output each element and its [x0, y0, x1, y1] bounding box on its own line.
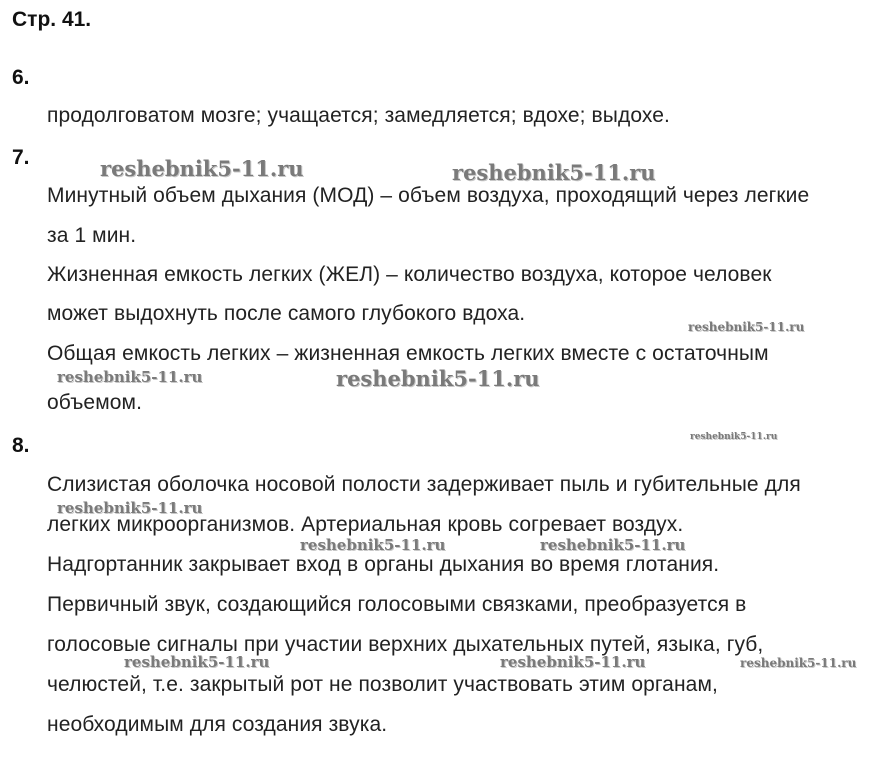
watermark: reshebnik5-11.ru [124, 653, 270, 671]
watermark: reshebnik5-11.ru [57, 368, 203, 386]
watermark: reshebnik5-11.ru [100, 156, 304, 181]
answer-line: Общая емкость легких – жизненная емкость легких вместе с остаточным [47, 342, 769, 365]
answer-line: необходимым для создания звука. [47, 713, 388, 736]
answer-line: продолговатом мозге; учащается; замедляется; вдохе; выдохе. [47, 104, 670, 127]
watermark: reshebnik5-11.ru [688, 320, 805, 334]
watermark: reshebnik5-11.ru [690, 432, 778, 442]
answer-line: объемом. [47, 391, 143, 414]
question-number-6: 6. [12, 66, 30, 89]
answer-line: за 1 мин. [47, 224, 137, 247]
answer-line: может выдохнуть после самого глубокого вдоха. [47, 302, 526, 325]
watermark: reshebnik5-11.ru [452, 160, 656, 185]
watermark: reshebnik5-11.ru [740, 656, 857, 670]
answer-line: Надгортанник закрывает вход в органы дыхания во время глотания. [47, 553, 720, 576]
answer-line: Минутный объем дыхания (МОД) – объем воздуха, проходящий через легкие [47, 184, 810, 207]
question-number-7: 7. [12, 146, 30, 169]
watermark: reshebnik5-11.ru [500, 653, 646, 671]
question-number-8: 8. [12, 434, 30, 457]
answer-line: Жизненная емкость легких (ЖЕЛ) – количество воздуха, которое человек [47, 263, 772, 286]
answer-line: Слизистая оболочка носовой полости задерживает пыль и губительные для [47, 473, 801, 496]
watermark: reshebnik5-11.ru [300, 536, 446, 554]
watermark: reshebnik5-11.ru [540, 536, 686, 554]
answer-line: голосовые сигналы при участии верхних дыхательных путей, языка, губ, [47, 633, 764, 656]
answer-line: легких микроорганизмов. Артериальная кровь согревает воздух. [47, 513, 684, 536]
answer-line: Первичный звук, создающийся голосовыми связками, преобразуется в [47, 593, 747, 616]
watermark: reshebnik5-11.ru [336, 366, 540, 391]
watermark: reshebnik5-11.ru [57, 499, 203, 517]
page-title: Стр. 41. [12, 8, 92, 31]
answer-line: челюстей, т.е. закрытый рот не позволит участвовать этим органам, [47, 673, 718, 696]
